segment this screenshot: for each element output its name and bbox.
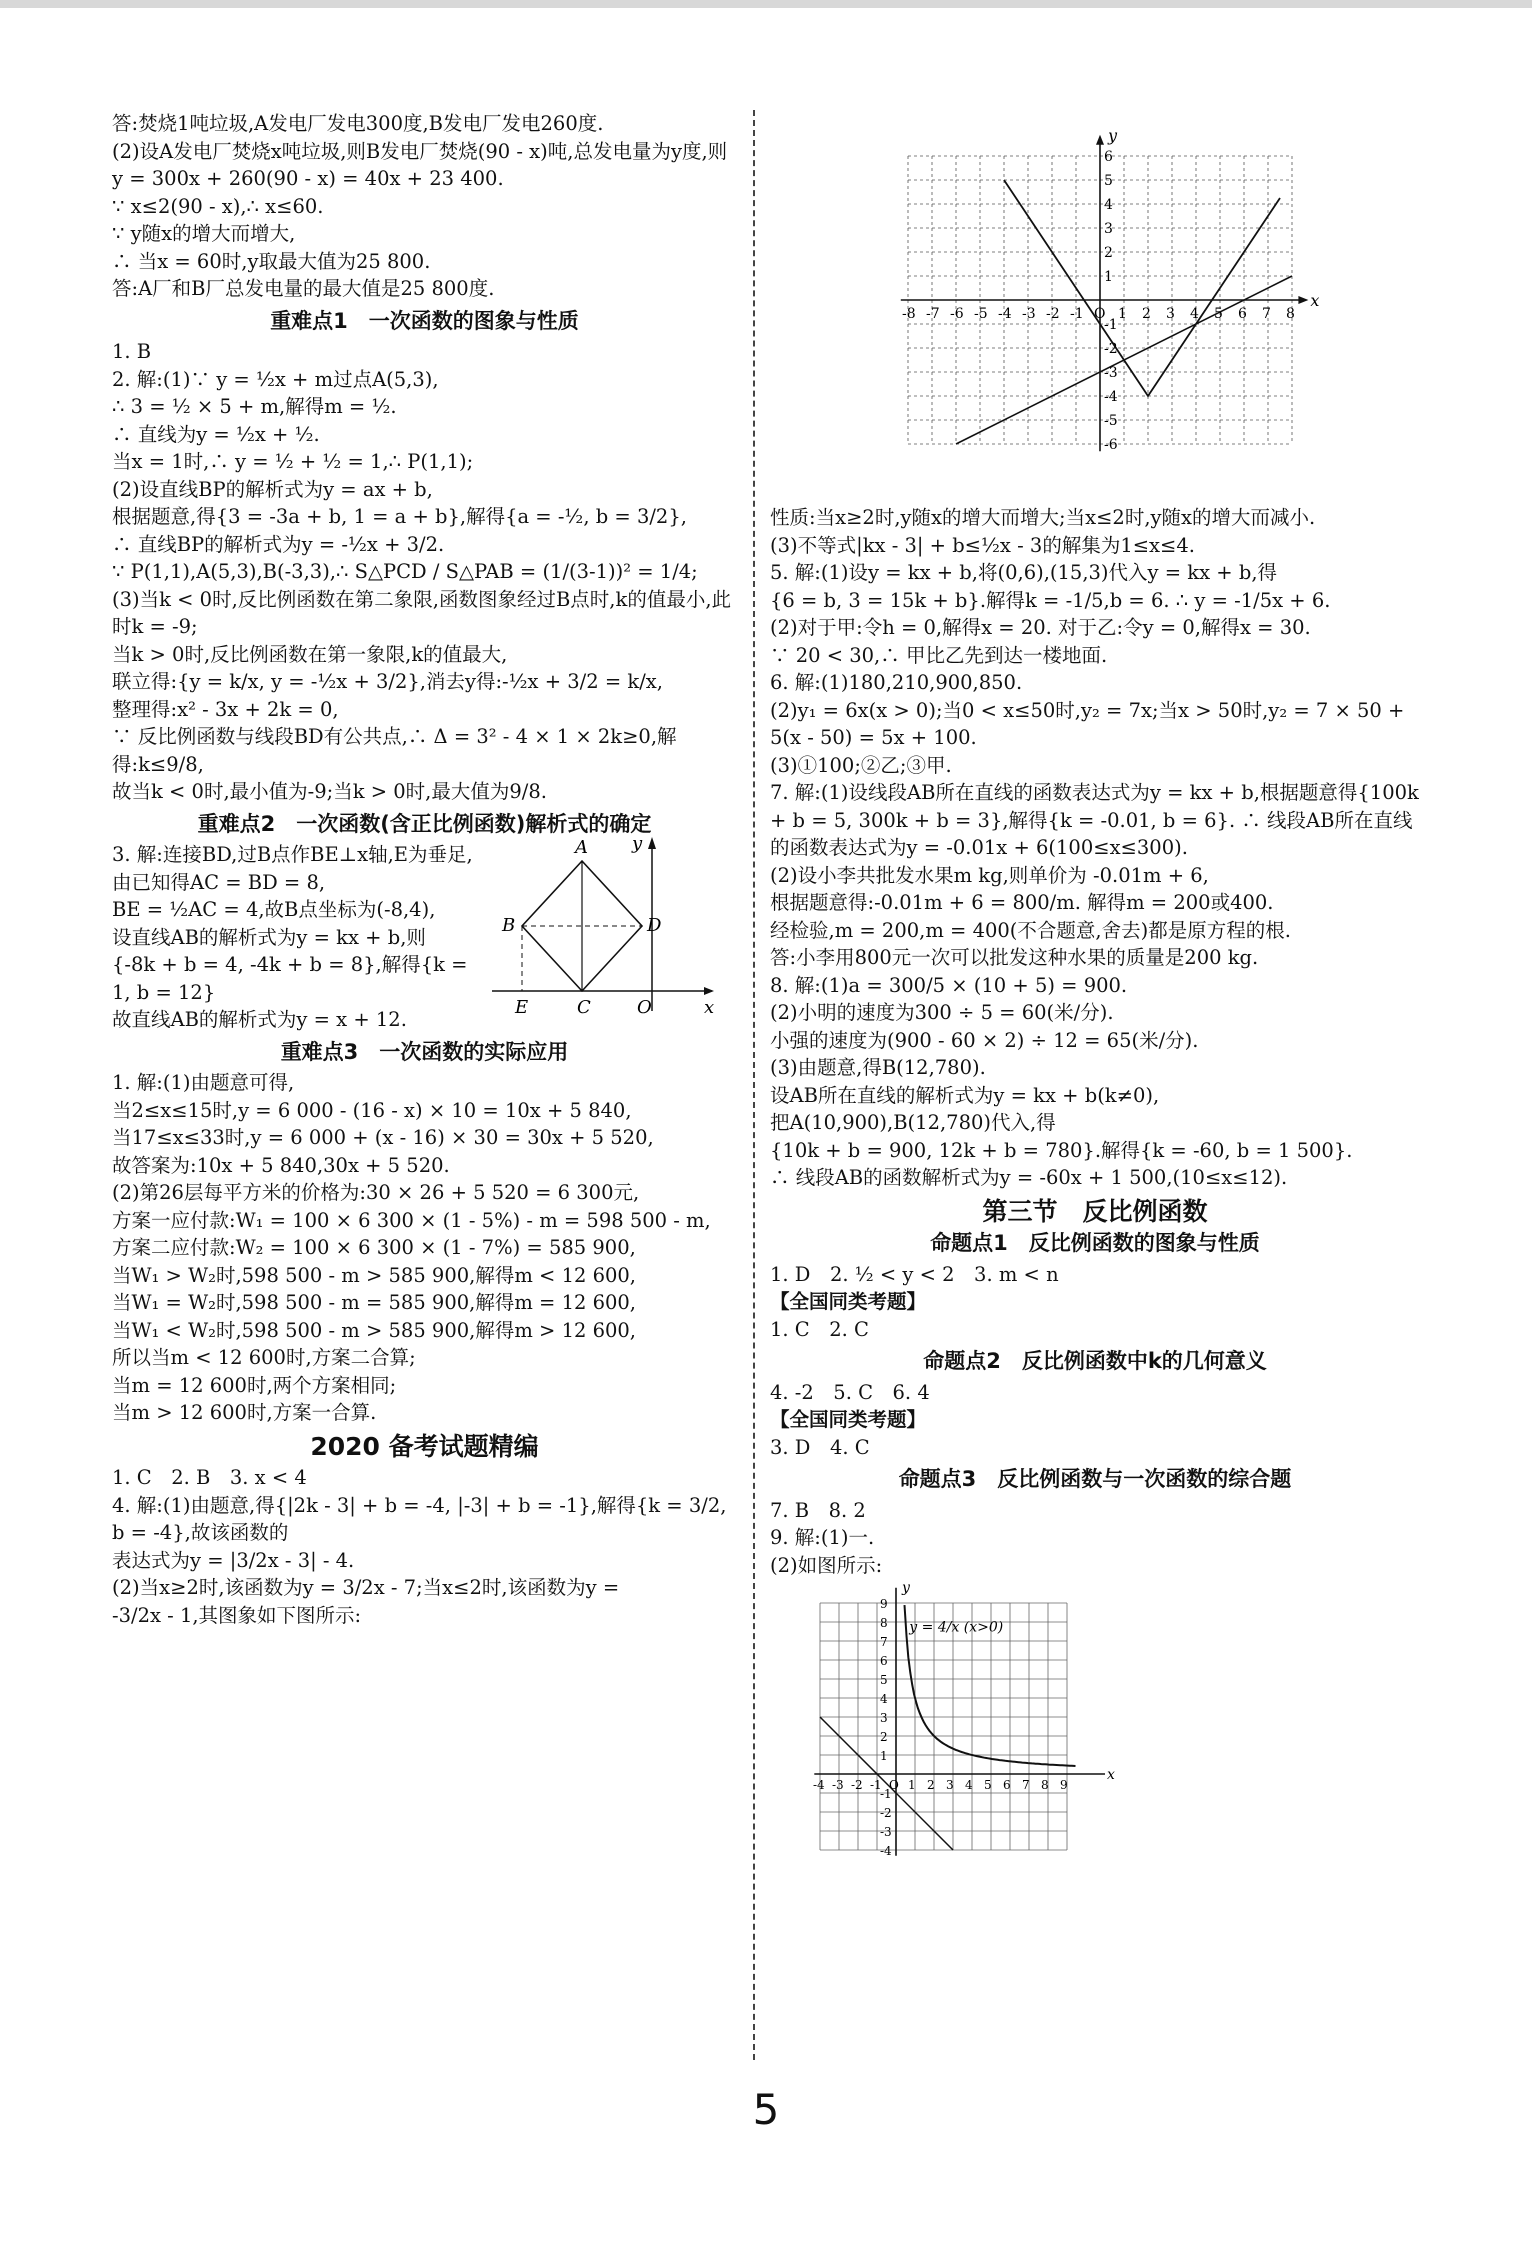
y-tick-label: 3 [880, 1711, 888, 1725]
y-tick-label: 4 [880, 1692, 888, 1706]
x-axis-label: x [704, 997, 715, 1018]
x-tick-label: 7 [1262, 306, 1271, 322]
text-line: (2)小明的速度为300 ÷ 5 = 60(米/分). [770, 1001, 1114, 1024]
text-line: 表达式为y = |3/2x - 3| - 4. [112, 1548, 355, 1572]
x-tick-label: 6 [1003, 1778, 1011, 1792]
x-tick-label: 5 [1214, 306, 1223, 322]
x-axis-label: x [1310, 291, 1320, 310]
text-line: 设直线AB的解析式为y = kx + b,则 [112, 925, 426, 949]
page-number: 5 [752, 2085, 780, 2134]
text-line: (2)设直线BP的解析式为y = ax + b, [112, 477, 433, 501]
point-e-label: E [515, 997, 529, 1018]
page-top-edge [0, 0, 1532, 8]
y-axis-label: y [632, 833, 643, 854]
text-line: 1. C 2. B 3. x < 4 [112, 1466, 307, 1489]
text-line: 当W₁ < W₂时,598 500 - m > 585 900,解得m > 12 600, [112, 1318, 636, 1342]
text-line: {6 = b, 3 = 15k + b}.解得k = -1/5,b = 6. ∴ y = -1/5x + 6. [770, 588, 1331, 612]
text-line: 1. 解:(1)由题意可得, [112, 1071, 295, 1094]
text-line: 联立得:{y = k/x, y = -½x + 3/2},消去y得:-½x + 3/2 = k/x, [112, 670, 663, 693]
text-line: 根据题意,得{3 = -3a + b, 1 = a + b},解得{a = -½, b = 3/2}, [112, 505, 687, 528]
text-line: 6. 解:(1)180,210,900,850. [770, 671, 1023, 694]
x-tick-label: -7 [926, 306, 940, 322]
y-axis-label: y [902, 1583, 910, 1596]
right-column [770, 110, 1426, 1897]
y-axis-label: y [1108, 125, 1118, 145]
x-tick-label: 4 [1190, 306, 1199, 322]
text-line: (3)①100;②乙;③甲. [770, 753, 952, 777]
text-line: 当2≤x≤15时,y = 6 000 - (16 - x) × 10 = 10x + 5 840, [112, 1098, 632, 1122]
text-line: 故当k < 0时,最小值为-9;当k > 0时,最大值为9/8. [112, 780, 547, 803]
x-axis-arrow [1298, 296, 1308, 304]
x-tick-label: -4 [998, 306, 1012, 322]
y-tick-label: 5 [1104, 173, 1113, 189]
text-line: 2. 解:(1)∵ y = ½x + m过点A(5,3), [112, 367, 439, 391]
x-tick-label: 1 [908, 1778, 916, 1792]
x-tick-label: 8 [1286, 306, 1295, 322]
bracket-similar-questions-1: 【全国同类考题】 [770, 1290, 927, 1313]
y-tick-label: 5 [880, 1673, 888, 1687]
y-tick-label: 9 [880, 1597, 888, 1611]
text-line: {10k + b = 900, 12k + b = 780}.解得{k = -60, b = 1 500}. [770, 1138, 1353, 1162]
heading-proposition-3: 命题点3 反比例函数与一次函数的综合题 [898, 1467, 1292, 1491]
text-line: 7. 解:(1)设线段AB所在直线的函数表达式为y = kx + b,根据题意得{100k + b = 5, 300k + b = 3},解得{k = -0.01, b = 6}. ∴ 线段AB所在直线的函数表达式为y = -0.01x + 6(100≤x≤300). [770, 781, 1426, 859]
function-curve [1004, 180, 1280, 396]
y-tick-label: 6 [880, 1654, 888, 1668]
section-3-lines [112, 1069, 737, 1427]
text-line: 3. D 4. C [770, 1435, 870, 1459]
heading-key-point-3: 重难点3 一次函数的实际应用 [280, 1039, 569, 1064]
left-column [112, 110, 737, 1629]
text-line: BE = ½AC = 4,故B点坐标为(-8,4), [112, 898, 436, 921]
text-line: 9. 解:(1)一. [770, 1526, 875, 1549]
y-tick-label: -5 [1104, 413, 1118, 429]
x-tick-label: -6 [950, 306, 964, 322]
y-tick-label: 1 [1104, 269, 1113, 285]
x-tick-label: 1 [1118, 306, 1127, 322]
text-line: ∴ 3 = ½ × 5 + m,解得m = ½. [112, 395, 397, 418]
text-line: (3)当k < 0时,反比例函数在第二象限,函数图象经过B点时,k的值最小,此时k = -9; [112, 587, 732, 638]
text-line: (2)设A发电厂焚烧x吨垃圾,则B发电厂焚烧(90 - x)吨,总发电量为y度,则y = 300x + 260(90 - x) = 40x + 23 400. [112, 139, 728, 190]
x-tick-label: O [889, 1778, 899, 1792]
diamond-figure [482, 831, 722, 1021]
y-tick-label: -2 [880, 1806, 892, 1820]
text-line: 故直线AB的解析式为y = x + 12. [112, 1008, 407, 1031]
text-line: 8. 解:(1)a = 300/5 × (10 + 5) = 900. [770, 973, 1128, 997]
text-line: ∴ 线段AB的函数解析式为y = -60x + 1 500,(10≤x≤12). [770, 1166, 1288, 1189]
y-tick-label: -3 [1104, 365, 1118, 381]
text-line: 5. 解:(1)设y = kx + b,将(0,6),(15,3)代入y = kx + b,得 [770, 561, 1278, 584]
text-line: 当m > 12 600时,方案一合算. [112, 1401, 377, 1424]
heading-key-point-1: 重难点1 一次函数的图象与性质 [270, 308, 579, 333]
section-6-lines [770, 1261, 1420, 1289]
y-tick-label: -1 [880, 1787, 892, 1801]
text-line: (2)第26层每平方米的价格为:30 × 26 + 5 520 = 6 300元, [112, 1181, 640, 1204]
x-tick-label: 2 [927, 1778, 935, 1792]
x-tick-label: 5 [984, 1778, 992, 1792]
text-line: 4. 解:(1)由题意,得{|2k - 3| + b = -4, |-3| + b = -1},解得{k = 3/2, b = -4},故该函数的 [112, 1493, 733, 1544]
heading-inverse-proportion: 第三节 反比例函数 [982, 1196, 1208, 1226]
text-line: ∵ 反比例函数与线段BD有公共点,∴ Δ = 3² - 4 × 1 × 2k≥0,解得:k≤9/8, [112, 725, 677, 776]
text-line: ∵ y随x的增大而增大, [112, 222, 296, 245]
text-line: 当k > 0时,反比例函数在第一象限,k的值最大, [112, 642, 508, 666]
text-line: ∵ 20 < 30,∴ 甲比乙先到达一楼地面. [770, 643, 1108, 667]
y-tick-label: -6 [1104, 437, 1118, 453]
text-line: 当W₁ = W₂时,598 500 - m = 585 900,解得m = 12 600, [112, 1291, 636, 1314]
y-tick-label: 2 [880, 1730, 888, 1744]
x-tick-label: -2 [851, 1778, 863, 1792]
y-tick-label: 6 [1104, 149, 1113, 165]
x-tick-label: -5 [974, 306, 988, 322]
text-line: 整理得:x² - 3x + 2k = 0, [112, 697, 339, 721]
section-5-lines [770, 504, 1426, 1192]
text-line: 故答案为:10x + 5 840,30x + 5 520. [112, 1153, 450, 1177]
x-tick-label: -1 [870, 1778, 882, 1792]
text-line: 方案二应付款:W₂ = 100 × 6 300 × (1 - 7%) = 585 900, [112, 1236, 636, 1259]
x-tick-label: 2 [1142, 306, 1151, 322]
inverse-function-graph [790, 1583, 1130, 1893]
text-line: 性质:当x≥2时,y随x的增大而增大;当x≤2时,y随x的增大而减小. [770, 506, 1316, 529]
y-tick-label: -1 [1104, 317, 1118, 333]
text-line: 7. B 8. 2 [770, 1498, 866, 1522]
x-tick-label: 4 [965, 1778, 973, 1792]
heading-key-point-2: 重难点2 一次函数(含正比例函数)解析式的确定 [197, 811, 652, 836]
origin-label: O [637, 997, 652, 1018]
section-4-lines [112, 1464, 737, 1629]
text-line: 小强的速度为(900 - 60 × 2) ÷ 12 = 65(米/分). [770, 1028, 1199, 1052]
bracket-similar-questions-2: 【全国同类考题】 [770, 1408, 927, 1431]
text-line: 4. -2 5. C 6. 4 [770, 1380, 930, 1404]
text-line: 当m = 12 600时,两个方案相同; [112, 1373, 397, 1397]
x-axis-label: x [1107, 1767, 1115, 1783]
y-tick-label: 3 [1104, 221, 1113, 237]
x-tick-label: 8 [1041, 1778, 1049, 1792]
section-7-lines [770, 1316, 1420, 1344]
heading-exam-selection: 2020 备考试题精编 [310, 1431, 539, 1461]
text-line: 当W₁ > W₂时,598 500 - m > 585 900,解得m < 12 600, [112, 1263, 636, 1287]
text-line: 把A(10,900),B(12,780)代入,得 [770, 1111, 1056, 1134]
piecewise-function-graph [850, 100, 1370, 500]
x-tick-label: 6 [1238, 306, 1247, 322]
text-line: 当17≤x≤33时,y = 6 000 + (x - 16) × 30 = 30x + 5 520, [112, 1126, 654, 1149]
intro-lines [112, 110, 737, 303]
x-tick-label: 3 [946, 1778, 954, 1792]
x-tick-label: -3 [832, 1778, 844, 1792]
x-tick-label: -3 [1022, 306, 1036, 322]
section-2-lines [112, 841, 482, 1034]
text-line: 答:A厂和B厂总发电量的最大值是25 800度. [112, 277, 495, 300]
section-1-lines [112, 338, 737, 806]
text-line: 答:焚烧1吨垃圾,A发电厂发电300度,B发电厂发电260度. [112, 112, 604, 135]
text-line: ∴ 直线BP的解析式为y = -½x + 3/2. [112, 532, 445, 556]
y-tick-label: 4 [1104, 197, 1113, 213]
x-tick-label: -4 [813, 1778, 825, 1792]
text-line: 1. B [112, 340, 152, 363]
section-9-lines [770, 1434, 1420, 1462]
x-tick-label: 9 [1060, 1778, 1068, 1792]
x-tick-label: -8 [902, 306, 916, 322]
text-line: -3/2x - 1,其图象如下图所示: [112, 1603, 362, 1627]
heading-proposition-2: 命题点2 反比例函数中k的几何意义 [923, 1349, 1267, 1373]
x-tick-label: 7 [1022, 1778, 1030, 1792]
point-d-label: D [647, 915, 662, 936]
x-tick-label: -2 [1046, 306, 1060, 322]
text-line: 所以当m < 12 600时,方案二合算; [112, 1346, 416, 1369]
y-tick-label: -2 [1104, 341, 1118, 357]
text-line: (2)设小李共批发水果m kg,则单价为 -0.01m + 6, [770, 863, 1209, 887]
curve-label: y = 4/x (x>0) [909, 1619, 1004, 1636]
text-line: {-8k + b = 4, -4k + b = 8},解得{k = 1, b = 12} [112, 953, 474, 1004]
text-line: (2)如图所示: [770, 1553, 883, 1577]
text-line: (2)y₁ = 6x(x > 0);当0 < x≤50时,y₂ = 7x;当x > 50时,y₂ = 7 × 50 + 5(x - 50) = 5x + 100. [770, 698, 1411, 749]
y-tick-label: 1 [880, 1749, 888, 1763]
x-tick-label: -1 [1070, 306, 1084, 322]
text-line: 1. C 2. C [770, 1317, 869, 1341]
text-line: (2)对于甲:令h = 0,解得x = 20. 对于乙:令y = 0,解得x = 30. [770, 616, 1311, 639]
x-tick-label: O [1094, 306, 1106, 322]
x-tick-label: 3 [1166, 306, 1175, 322]
heading-proposition-1: 命题点1 反比例函数的图象与性质 [930, 1231, 1260, 1255]
y-tick-label: -3 [880, 1825, 892, 1839]
text-line: 根据题意得:-0.01m + 6 = 800/m. 解得m = 200或400. [770, 891, 1274, 914]
point-a-label: A [575, 837, 588, 858]
point-b-label: B [502, 915, 516, 936]
point-c-label: C [577, 997, 591, 1018]
text-line: ∴ 当x = 60时,y取最大值为25 800. [112, 249, 431, 273]
text-line: 方案一应付款:W₁ = 100 × 6 300 × (1 - 5%) - m = 598 500 - m, [112, 1208, 711, 1232]
y-tick-label: 7 [880, 1635, 888, 1649]
text-line: 设AB所在直线的解析式为y = kx + b(k≠0), [770, 1083, 1160, 1107]
text-line: (2)当x≥2时,该函数为y = 3/2x - 7;当x≤2时,该函数为y = [112, 1576, 620, 1599]
y-tick-label: 8 [880, 1616, 888, 1630]
y-tick-label: -4 [880, 1844, 892, 1858]
text-line: ∵ P(1,1),A(5,3),B(-3,3),∴ S△PCD / S△PAB = (1/(3-1))² = 1/4; [112, 560, 698, 583]
section-10-lines [770, 1497, 1420, 1580]
text-line: 3. 解:连接BD,过B点作BE⊥x轴,E为垂足,由已知得AC = BD = 8, [112, 843, 473, 894]
y-tick-label: -4 [1104, 389, 1118, 405]
column-divider [753, 110, 755, 2060]
text-line: 当x = 1时,∴ y = ½ + ½ = 1,∴ P(1,1); [112, 450, 474, 473]
text-line: (3)不等式|kx - 3| + b≤½x - 3的解集为1≤x≤4. [770, 533, 1196, 557]
text-line: 经检验,m = 200,m = 400(不合题意,舍去)都是原方程的根. [770, 918, 1291, 942]
text-line: ∴ 直线为y = ½x + ½. [112, 422, 320, 446]
y-tick-label: 2 [1104, 245, 1113, 261]
text-line: 答:小李用800元一次可以批发这种水果的质量是200 kg. [770, 946, 1259, 969]
section-8-lines [770, 1379, 1420, 1407]
text-line: 1. D 2. ½ < y < 2 3. m < n [770, 1262, 1059, 1286]
text-line: (3)由题意,得B(12,780). [770, 1056, 986, 1079]
text-line: ∵ x≤2(90 - x),∴ x≤60. [112, 194, 324, 218]
y-axis-arrow [1096, 135, 1104, 145]
